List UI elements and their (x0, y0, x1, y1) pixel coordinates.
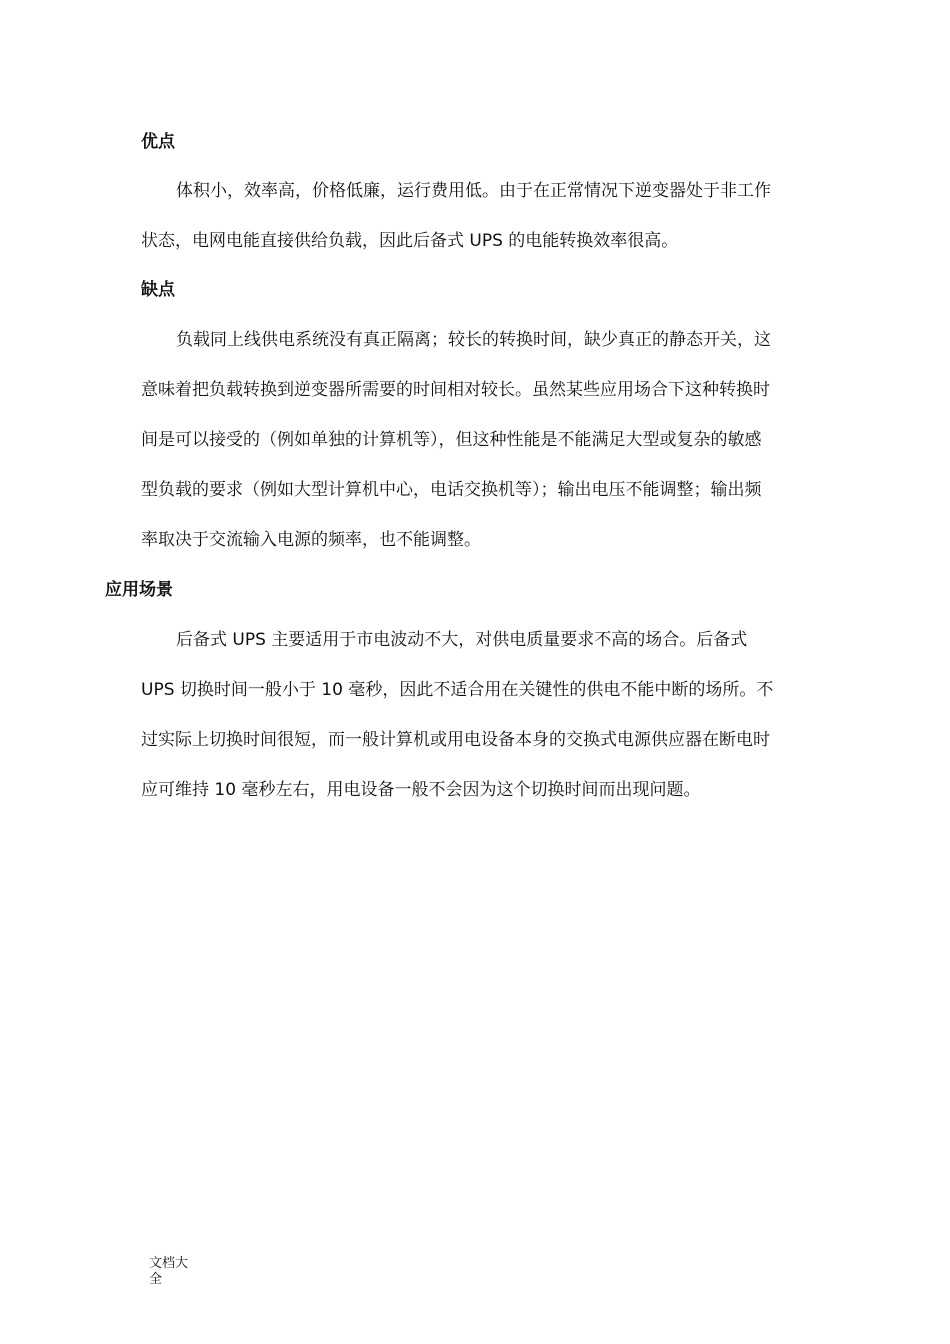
footer-line: 文档大 (149, 1256, 189, 1271)
paragraph-line: 体积小，效率高，价格低廉，运行费用低。由于在正常情况下逆变器处于非工作 (176, 181, 771, 201)
heading-cons: 缺点 (141, 280, 175, 300)
paragraph-line: 应可维持 10 毫秒左右，用电设备一般不会因为这个切换时间而出现问题。 (141, 780, 701, 800)
paragraph-line: 间是可以接受的（例如单独的计算机等），但这种性能是不能满足大型或复杂的敏感 (141, 430, 762, 450)
page-footer (149, 1256, 188, 1288)
paragraph-line: 过实际上切换时间很短，而一般计算机或用电设备本身的交换式电源供应器在断电时 (141, 730, 770, 750)
paragraph-line: 负载同上线供电系统没有真正隔离；较长的转换时间，缺少真正的静态开关，这 (176, 330, 771, 350)
footer-line: 全 (149, 1272, 163, 1287)
paragraph-line: 率取决于交流输入电源的频率，也不能调整。 (141, 530, 481, 550)
heading-usage: 应用场景 (105, 580, 173, 600)
paragraph-line: UPS 切换时间一般小于 10 毫秒，因此不适合用在关键性的供电不能中断的场所。不 (141, 680, 774, 700)
heading-pros: 优点 (141, 132, 175, 152)
paragraph-line: 后备式 UPS 主要适用于市电波动不大，对供电质量要求不高的场合。后备式 (176, 630, 748, 650)
paragraph-line: 状态，电网电能直接供给负载，因此后备式 UPS 的电能转换效率很高。 (141, 231, 679, 251)
paragraph-line: 型负载的要求（例如大型计算机中心，电话交换机等）；输出电压不能调整；输出频 (141, 480, 762, 500)
paragraph-line: 意味着把负载转换到逆变器所需要的时间相对较长。虽然某些应用场合下这种转换时 (141, 380, 770, 400)
